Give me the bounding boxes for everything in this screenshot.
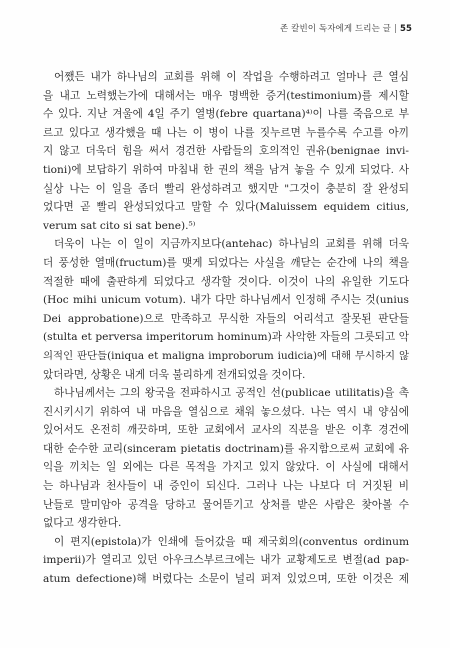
paragraph-4 [43, 533, 409, 589]
text-line: 더 풍성한 열매(fructum)를 맺게 되었다는 사실을 깨닫는 순간에 나의 책을 [43, 256, 409, 269]
text-line: 이 편지(epistola)가 인쇄에 들어갔을 때 제국회의(conventus ordinum [54, 535, 409, 548]
text-line: 았더라면, 상황은 내게 더욱 불리하게 전개되었을 것이다. [43, 368, 306, 381]
text-line: 있어서도 온전히 깨끗하며, 또한 교회에서 교사의 직분을 받은 이후 경건에 [43, 424, 409, 437]
text-line: 익을 끼치는 일 외에는 다른 목적을 가지고 있지 않았다. 이 사실에 대해서 [43, 461, 409, 474]
running-head-title: 존 칼빈이 독자에게 드리는 글 [280, 24, 391, 34]
text-line: 실상 나는 이 일을 좀더 빨리 완성하려고 했지만 "그것이 충분히 잘 완성되 [43, 182, 409, 195]
text-line: 는 하나님과 천사들이 내 증인이 되신다. 그러나 나는 나보다 더 거짓된 비 [43, 480, 409, 493]
text-line: (Hoc mihi unicum votum). 내가 다만 하나님께서 인정해 주시는 것(unius [43, 294, 409, 307]
paragraph-2 [43, 235, 409, 384]
text-line: Dei approbatione)으로 만족하고 무식한 자들의 어리석고 잘못된 판단들 [43, 312, 409, 325]
text-line: 수 있다. 지난 겨울에 4일 주기 열병(febre quartana)⁴⁾이 나를 죽음으로 부 [43, 108, 409, 121]
text-line: atum defectione)해 버렸다는 소문이 널리 퍼져 있었으며, 또한 이것은 제 [43, 573, 409, 586]
text-line: 하나님께서는 그의 왕국을 전파하시고 공적인 선(publicae utilitatis)을 촉 [54, 387, 409, 400]
text-line: tioni)에 보답하기 위하여 마침내 한 권의 책을 남겨 놓을 수 있게 되었다. 사 [43, 163, 409, 176]
text-line: imperii)가 열리고 있던 아우크스부르크에는 내가 교황제도로 변절(ad pap- [43, 554, 409, 567]
text-line: 적절한 때에 출판하게 되었다고 생각할 것이다. 이것이 나의 유일한 기도다 [43, 275, 409, 288]
running-head-separator: | [394, 24, 397, 34]
text-line: verum sat cito si sat bene).⁵⁾ [43, 219, 196, 232]
text-line: 었다면 곧 빨리 완성되었다고 말할 수 있다(Maluissem equidem citius, [43, 201, 409, 214]
text-line: 을 내고 노력했는가에 대해서는 매우 명백한 증거(testimonium)를 제시할 [43, 89, 409, 102]
text-line: 르고 있다고 생각했을 때 나는 이 병이 나를 짓누르면 누를수록 수고를 아끼 [43, 126, 409, 139]
text-line: 대한 순수한 교리(sinceram pietatis doctrinam)를 유지함으로써 교회에 유 [43, 442, 409, 455]
paragraph-3 [43, 384, 409, 533]
paragraph-1 [43, 68, 409, 235]
text-line: 지 않고 더욱더 힘을 써서 경건한 사람들의 호의적인 권유(benignae invi- [43, 145, 409, 158]
text-line: 없다고 생각한다. [43, 517, 122, 530]
page-number: 55 [399, 24, 412, 34]
text-line: 진시키시기 위하여 내 마음을 열심으로 채워 놓으셨다. 나는 역시 내 양심에 [43, 405, 409, 418]
text-line: 난들로 말미암아 공격을 당하고 물어뜯기고 상처를 받은 사람은 찾아볼 수 [43, 498, 409, 511]
body-text [43, 68, 409, 589]
text-line: 의적인 판단들(iniqua et maligna improborum iudicia)에 대해 무시하지 않 [43, 349, 409, 362]
text-line: (stulta et perversa imperitorum hominum)과 사악한 자들의 그릇되고 악 [43, 331, 409, 344]
running-head [280, 22, 412, 34]
text-line: 어쨌든 내가 하나님의 교회를 위해 이 작업을 수행하려고 얼마나 큰 열심 [54, 71, 409, 83]
text-line: 더욱이 나는 이 일이 지금까지보다(antehac) 하나님의 교회를 위해 더욱 [54, 238, 409, 251]
